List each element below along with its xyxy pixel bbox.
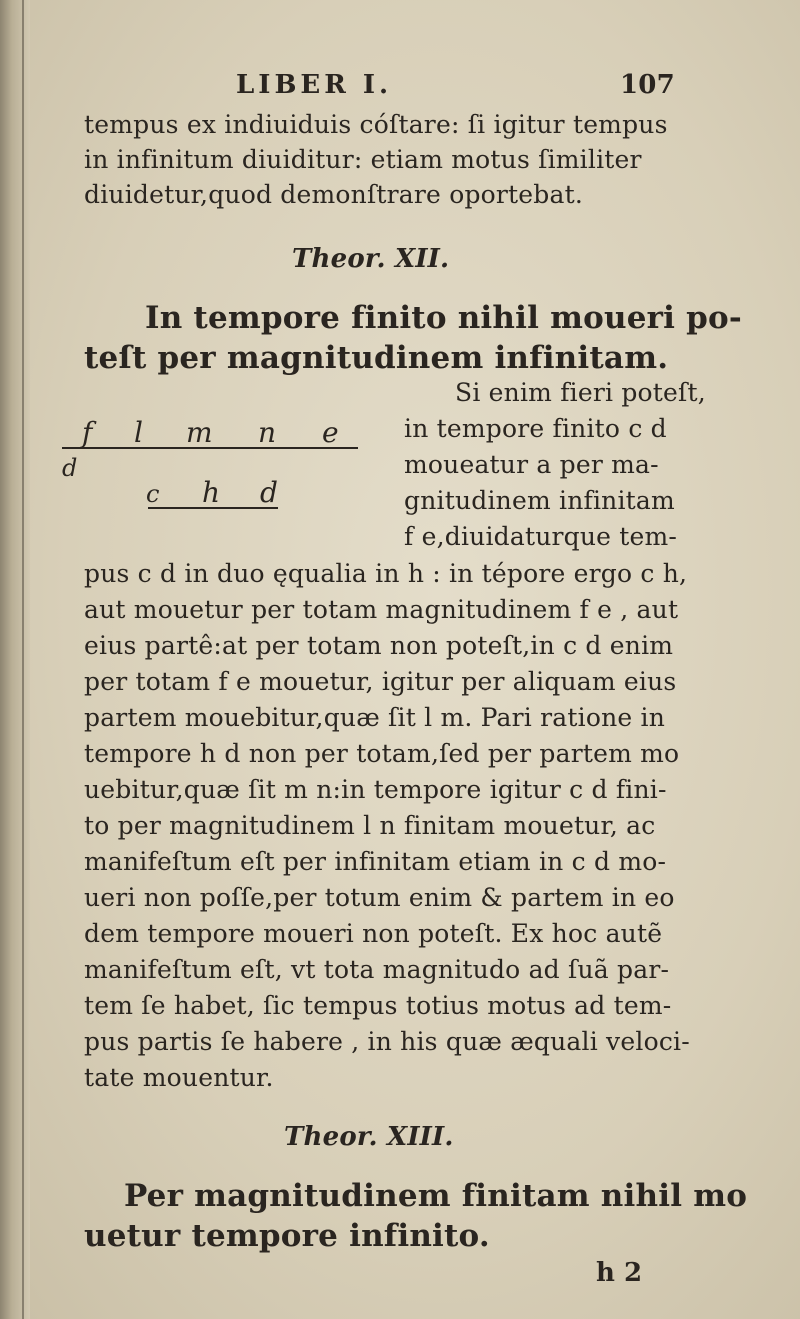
- text-line: tempore h d non per totam,ſed per partem mo: [84, 739, 680, 768]
- text-line: in infinitum diuiditur: etiam motus ſimiliter: [84, 145, 642, 174]
- text-line: to per magnitudinem l n finitam mouetur, ac: [84, 811, 656, 840]
- text-line: uebitur,quæ ſit m n:in tempore igitur c d fini-: [84, 775, 667, 804]
- figure-label: m: [186, 416, 213, 449]
- figure-label: n: [258, 416, 277, 449]
- figure-label: d: [62, 454, 78, 482]
- text-line: Si enim fieri poteſt,: [455, 378, 706, 407]
- text-line: partem mouebitur,quæ ſit l m. Pari ratione in: [84, 703, 666, 732]
- text-line: manifeſtum eſt, vt tota magnitudo ad ſuã par-: [84, 955, 670, 984]
- text-line: diuidetur,quod demonſtrare oportebat.: [84, 180, 584, 209]
- proposition-line: uetur tempore infinito.: [84, 1218, 490, 1254]
- figure-label: e: [322, 416, 339, 449]
- proposition-line: In tempore finito nihil moueri po-: [145, 300, 742, 336]
- text-line: tem ſe habet, ſic tempus totius motus ad tem-: [84, 991, 672, 1020]
- geometric-figure: [60, 410, 380, 530]
- figure-label: f: [82, 416, 93, 449]
- text-line: manifeſtum eſt per infinitam etiam in c d mo-: [84, 847, 667, 876]
- running-title: LIBER I.: [236, 70, 393, 100]
- gutter-fold-line: [22, 0, 24, 1319]
- figure-label: d: [260, 476, 278, 509]
- theorem-label: Theor. XII.: [292, 244, 450, 274]
- text-line: aut mouetur per totam magnitudinem f e , aut: [84, 595, 679, 624]
- text-line: per totam f e mouetur, igitur per aliquam eius: [84, 667, 677, 696]
- binding-gutter: [0, 0, 30, 1319]
- text-line: in tempore finito c d: [404, 414, 667, 443]
- figure-label: h: [202, 476, 221, 509]
- text-line: tempus ex indiuiduis cóſtare: ſi igitur tempus: [84, 110, 668, 139]
- proposition-line: Per magnitudinem finitam nihil mo: [124, 1178, 748, 1214]
- text-line: pus partis ſe habere , in his quæ æquali veloci-: [84, 1027, 690, 1056]
- page-number: 107: [620, 70, 675, 100]
- text-line: f e,diuidaturque tem-: [404, 522, 678, 551]
- text-line: pus c d in duo ęqualia in h : in tépore ergo c h,: [84, 559, 688, 588]
- figure-label: l: [134, 416, 143, 449]
- signature-mark: h 2: [596, 1258, 643, 1288]
- text-line: moueatur a per ma-: [404, 450, 659, 479]
- text-line: gnitudinem infinitam: [404, 486, 675, 515]
- figure-label: c: [146, 480, 160, 508]
- text-line: dem tempore moueri non poteſt. Ex hoc autẽ: [84, 919, 663, 948]
- theorem-label: Theor. XIII.: [284, 1122, 454, 1152]
- proposition-line: teſt per magnitudinem infinitam.: [84, 340, 669, 376]
- text-line: tate mouentur.: [84, 1063, 274, 1092]
- text-line: eius partê:at per totam non poteſt,in c d enim: [84, 631, 674, 660]
- text-line: ueri non poſſe,per totum enim & partem in eo: [84, 883, 675, 912]
